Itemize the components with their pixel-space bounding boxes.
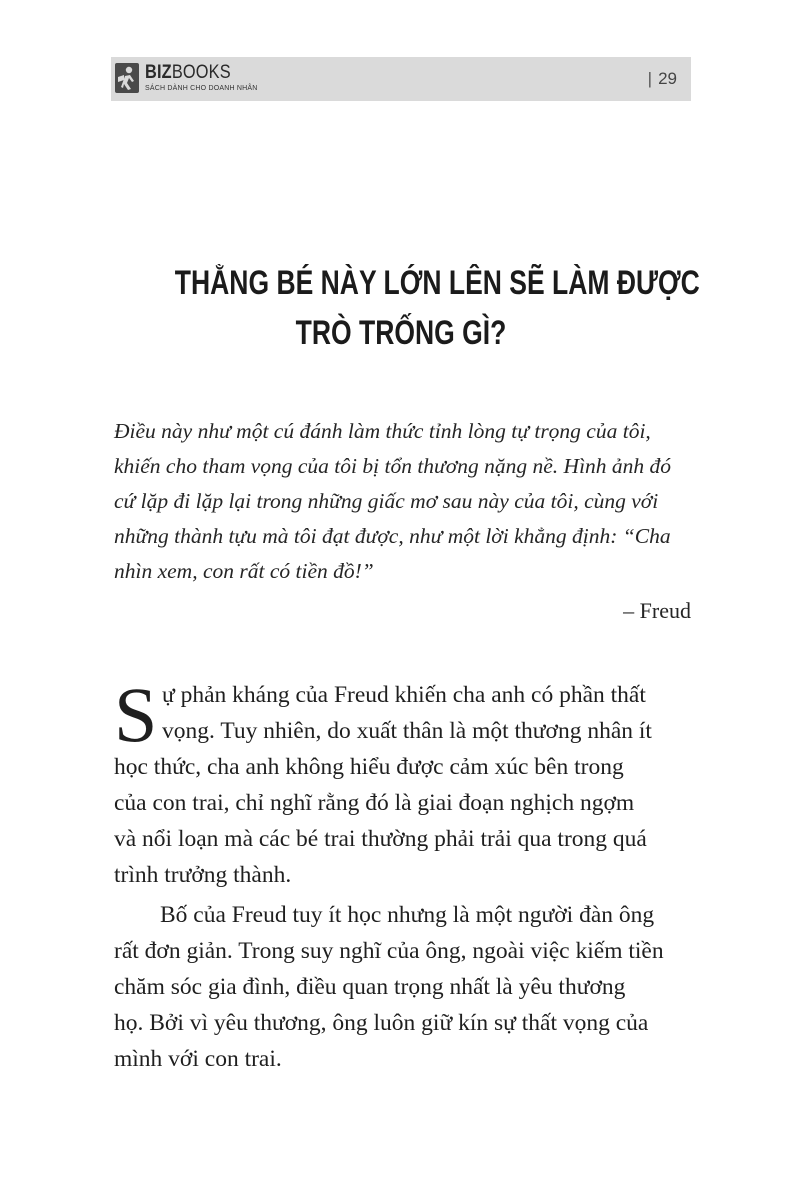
paragraph-line: họ. Bởi vì yêu thương, ông luôn giữ kín sự thất vọng của	[114, 1010, 649, 1036]
chapter-title-line-1: THẰNG BÉ NÀY LỚN LÊN SẼ LÀM ĐƯỢC	[174, 264, 700, 302]
running-header	[111, 57, 691, 101]
epigraph-attribution: – Freud	[623, 598, 691, 623]
paragraph-line: và nổi loạn mà các bé trai thường phải trải qua trong quá	[114, 826, 647, 852]
paragraph-line: ự phản kháng của Freud khiến cha anh có phần thất	[162, 682, 646, 708]
epigraph-line: những thành tựu mà tôi đạt được, như một lời khẳng định: “Cha	[114, 524, 671, 548]
epigraph-line: cứ lặp đi lặp lại trong những giấc mơ sau này của tôi, cùng với	[114, 489, 659, 513]
paragraph-line: chăm sóc gia đình, điều quan trọng nhất là yêu thương	[114, 974, 626, 1000]
brand-name	[145, 63, 231, 83]
drop-cap: S	[114, 671, 158, 758]
page-number	[648, 68, 677, 90]
reading-figure-icon	[115, 63, 139, 93]
chapter-title-line-2: TRÒ TRỐNG GÌ?	[295, 314, 507, 352]
bizbooks-logo	[115, 61, 295, 97]
body-paragraph-2	[114, 897, 700, 1077]
epigraph-line: nhìn xem, con rất có tiền đồ!”	[114, 559, 374, 583]
epigraph-line: khiến cho tham vọng của tôi bị tổn thương nặng nề. Hình ảnh đó	[114, 454, 672, 478]
brand-name-light: BOOKS	[171, 62, 231, 83]
page-number-separator: |	[647, 69, 653, 88]
body-paragraph-1	[114, 671, 700, 893]
paragraph-line: của con trai, chỉ nghĩ rằng đó là giai đoạn nghịch ngợm	[114, 790, 635, 816]
chapter-title	[111, 258, 700, 358]
paragraph-line: rất đơn giản. Trong suy nghĩ của ông, ngoài việc kiếm tiền	[114, 938, 664, 964]
paragraph-line: học thức, cha anh không hiểu được cảm xúc bên trong	[114, 754, 624, 780]
epigraph-line: Điều này như một cú đánh làm thức tỉnh lòng tự trọng của tôi,	[114, 419, 651, 443]
paragraph-line: Bố của Freud tuy ít học nhưng là một người đàn ông	[160, 902, 655, 928]
brand-tagline: SÁCH DÀNH CHO DOANH NHÂN	[145, 85, 258, 92]
paragraph-line: vọng. Tuy nhiên, do xuất thân là một thương nhân ít	[162, 718, 652, 744]
paragraph-line: trình trưởng thành.	[114, 862, 292, 888]
page-number-value: 29	[658, 69, 677, 88]
epigraph-quote	[114, 414, 696, 589]
paragraph-line: mình với con trai.	[114, 1046, 282, 1072]
brand-name-bold: BIZ	[145, 62, 172, 83]
